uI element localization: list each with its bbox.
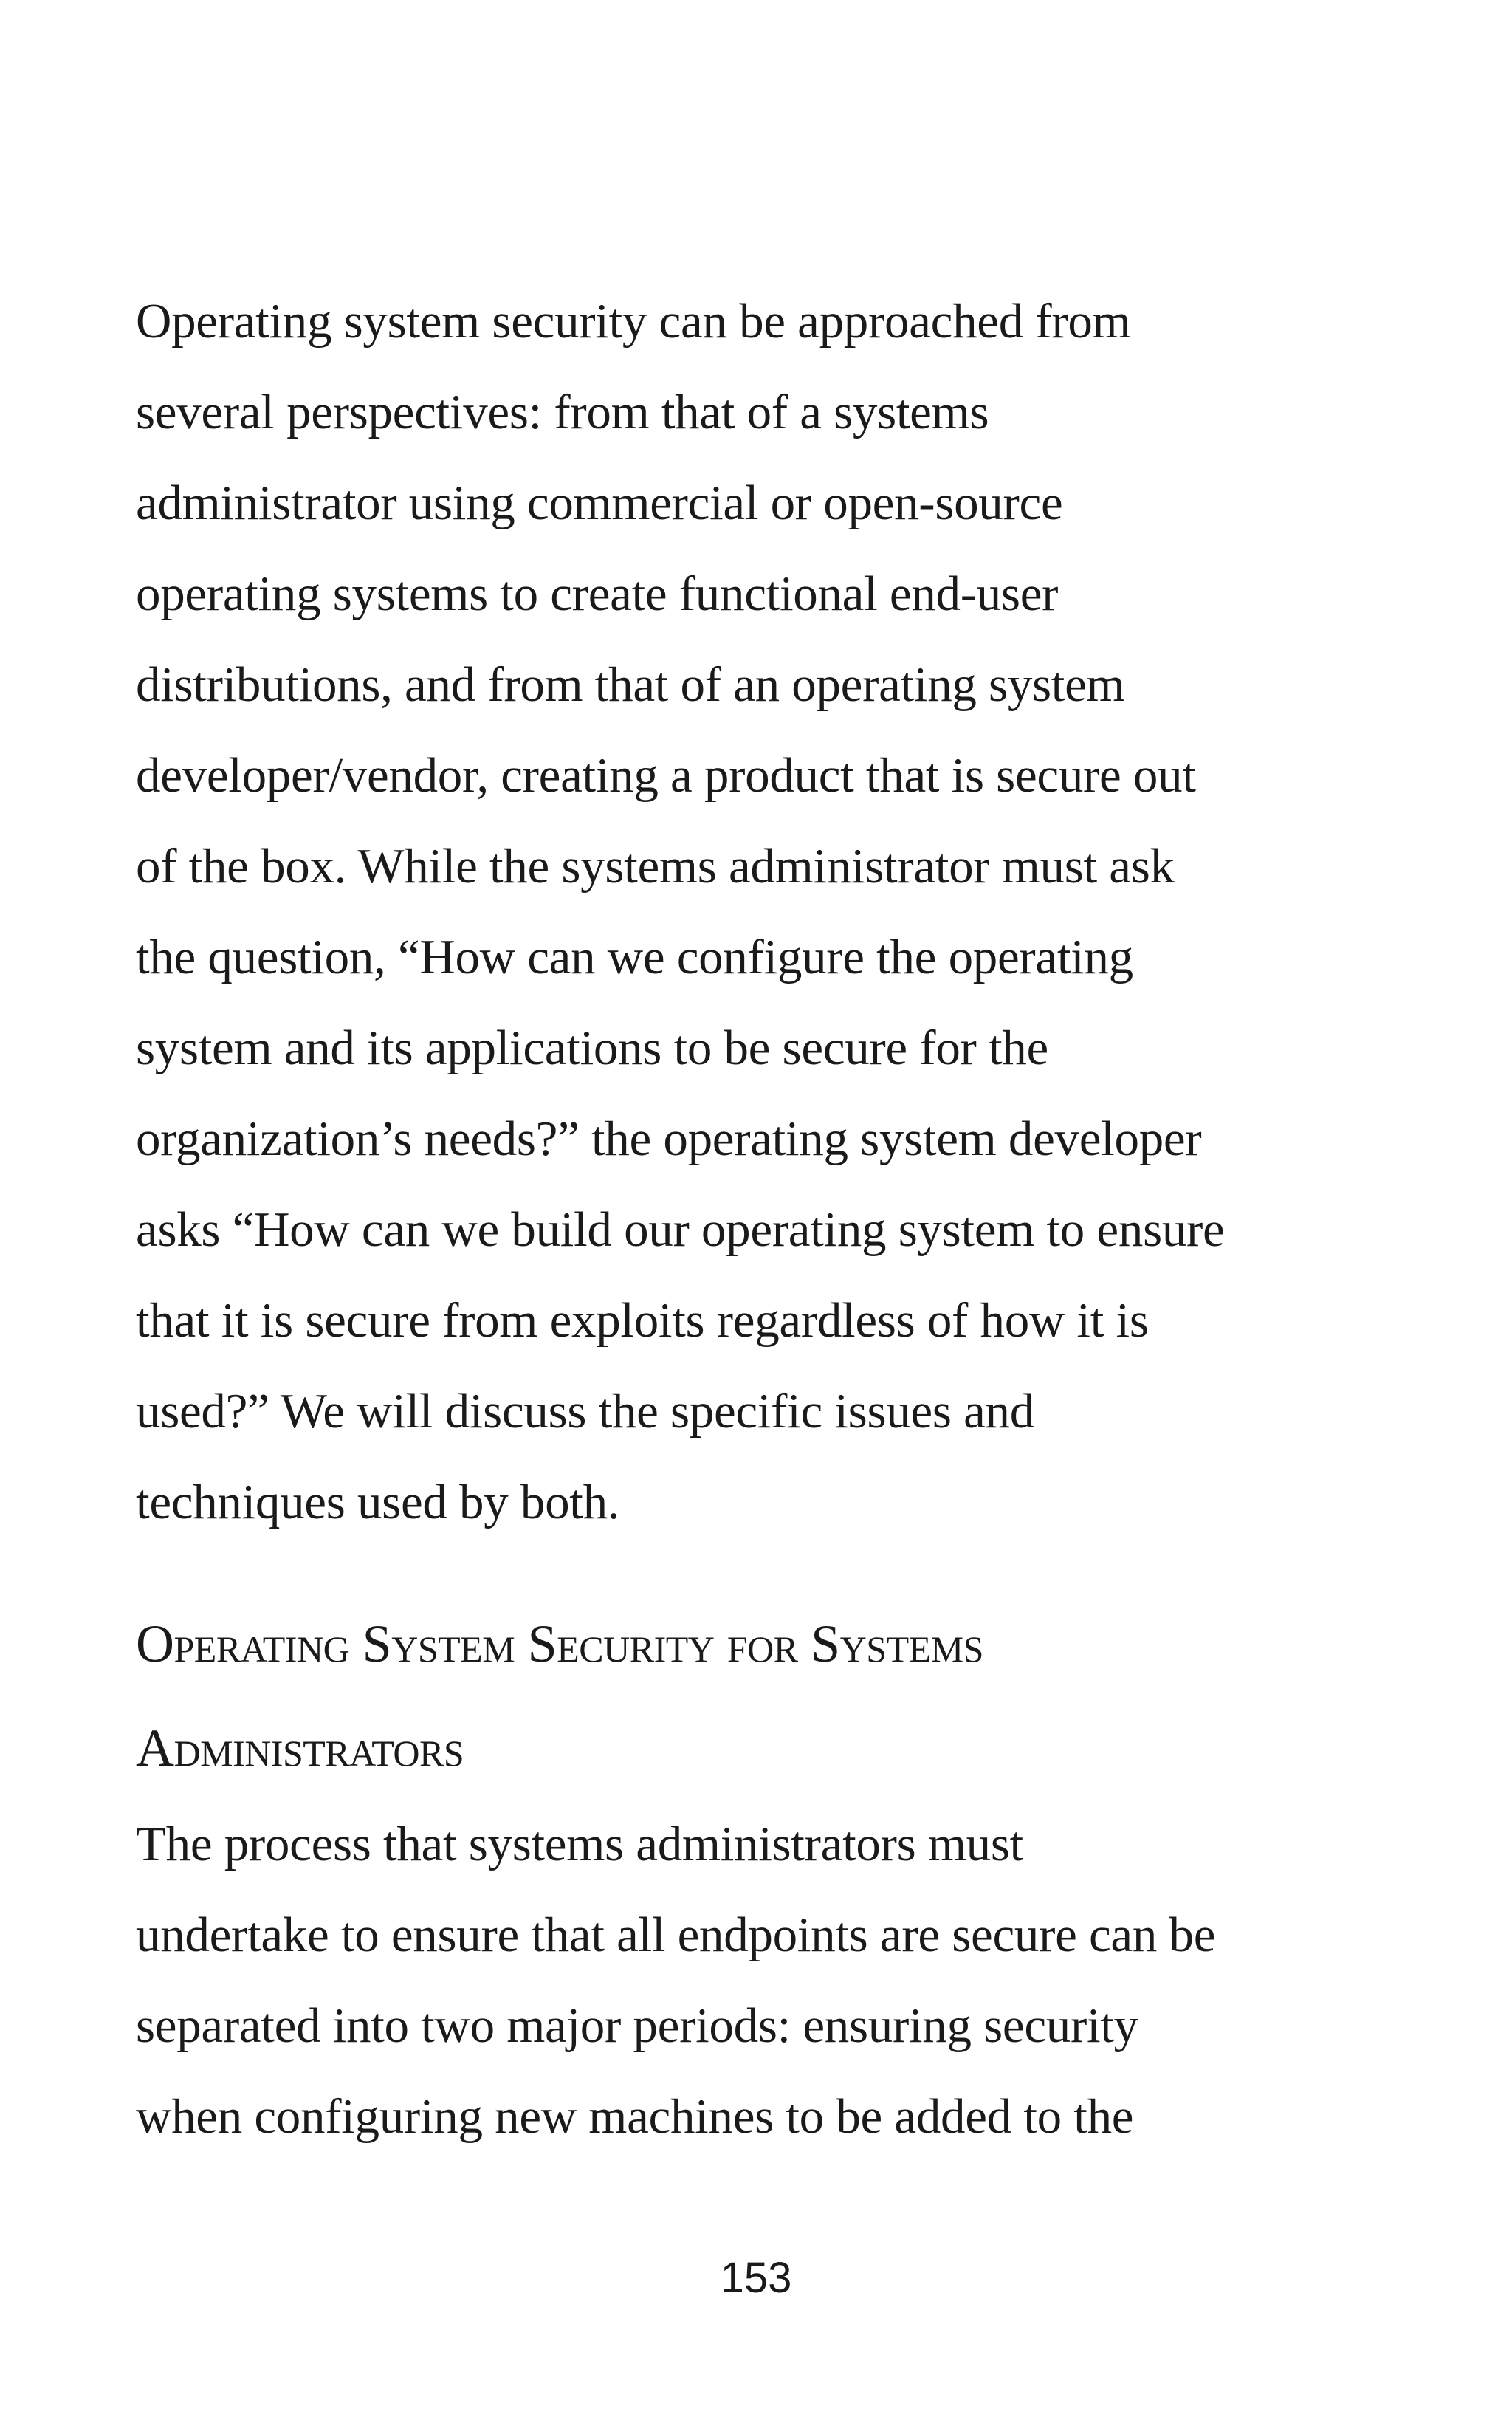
text-line: system and its applications to be secure for the [136, 1021, 1048, 1075]
text-line: the question, “How can we configure the operating [136, 930, 1133, 984]
text-line: asks “How can we build our operating system to ensure [136, 1202, 1225, 1257]
text-line: separated into two major periods: ensuring security [136, 1998, 1138, 2053]
text-line: several perspectives: from that of a systems [136, 385, 989, 439]
text-line: when configuring new machines to be added to the [136, 2089, 1134, 2144]
text-line: administrator using commercial or open-source [136, 476, 1063, 530]
text-line: of the box. While the systems administrator must ask [136, 839, 1175, 894]
text-line: techniques used by both. [136, 1475, 620, 1529]
text-line: The process that systems administrators must [136, 1817, 1023, 1871]
text-line: Operating system security can be approached from [136, 294, 1131, 349]
text-line: used?” We will discuss the specific issues and [136, 1384, 1034, 1439]
text-line: developer/vendor, creating a product that is secure out [136, 748, 1196, 803]
text-line: distributions, and from that of an operating system [136, 657, 1125, 712]
page-number: 153 [720, 2254, 792, 2302]
text-line: undertake to ensure that all endpoints are secure can be [136, 1907, 1216, 1962]
heading-line: Administrators [136, 1718, 464, 1778]
heading-line: Operating System Security for Systems [136, 1614, 983, 1673]
text-line: operating systems to create functional end-user [136, 566, 1059, 621]
text-line: that it is secure from exploits regardless of how it is [136, 1293, 1149, 1348]
text-line: organization’s needs?” the operating system developer [136, 1111, 1202, 1166]
